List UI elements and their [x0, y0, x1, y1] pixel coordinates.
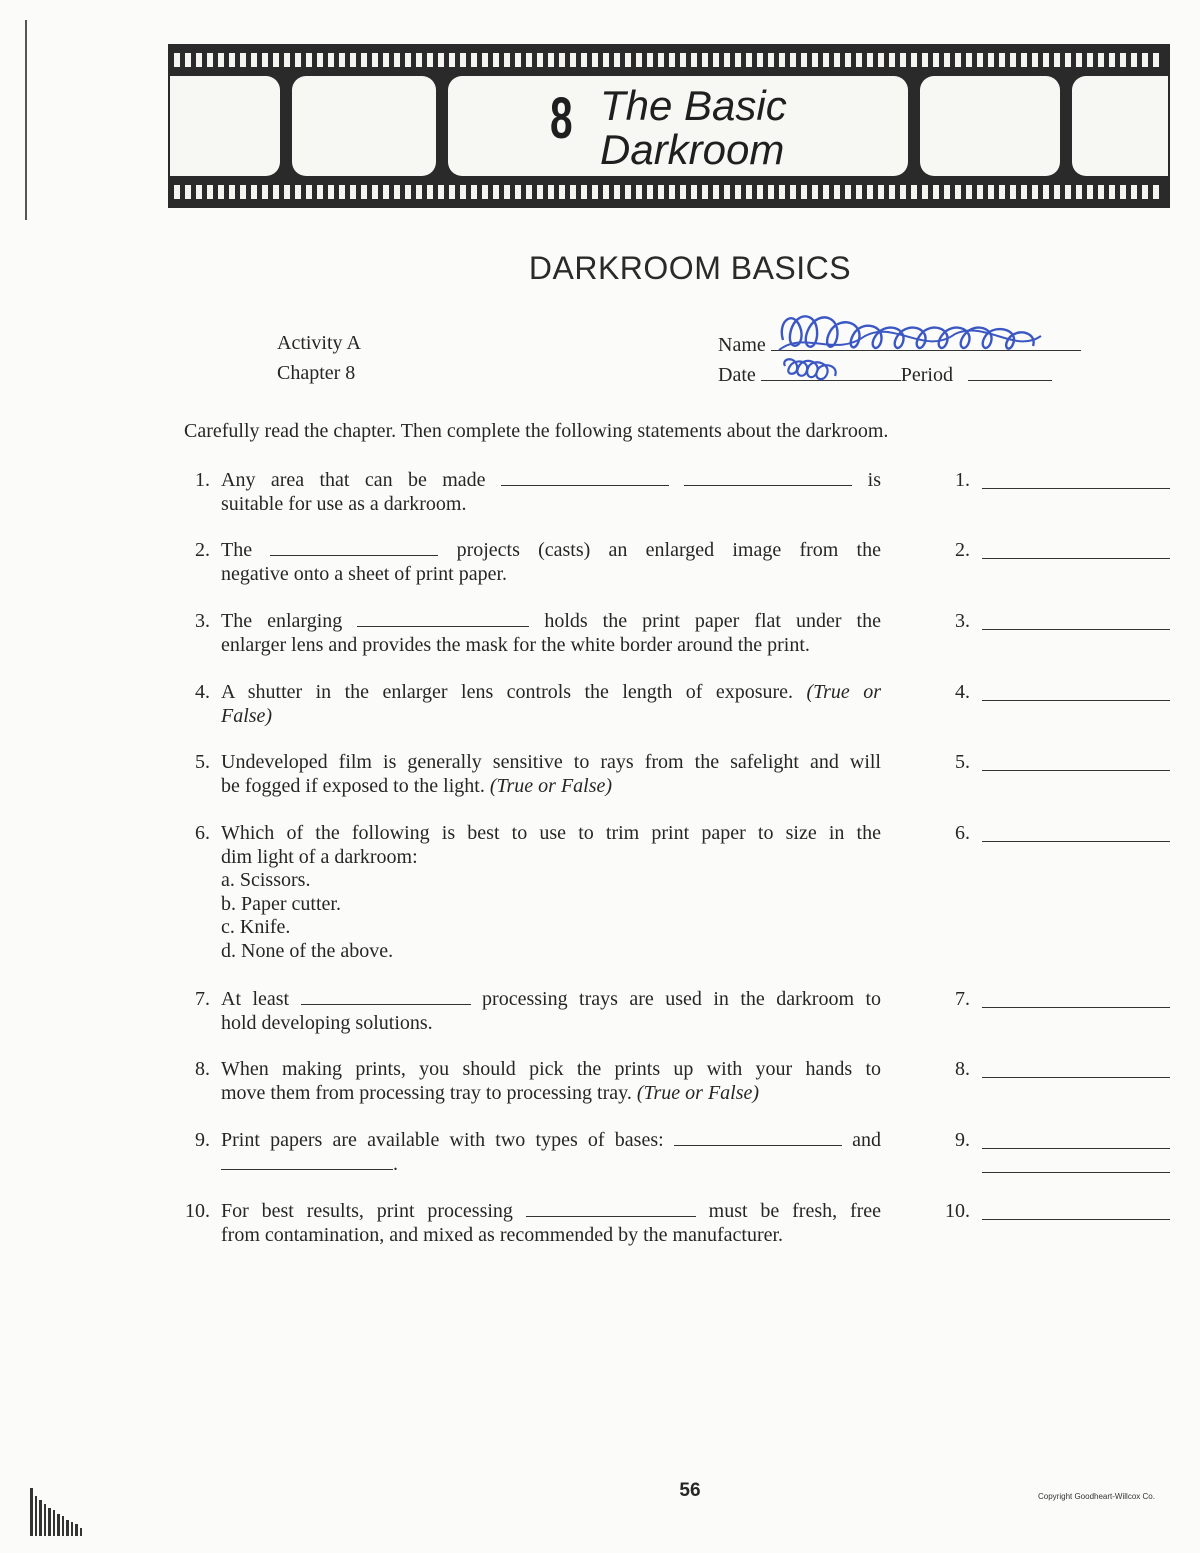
chapter-title-line2: Darkroom	[600, 126, 785, 173]
question-text-line: dim light of a darkroom:	[221, 845, 418, 868]
question-text-part: For best results, print processing	[221, 1200, 513, 1222]
question-text-part: and	[852, 1129, 882, 1151]
question-text-part: is	[867, 469, 881, 491]
question-text	[221, 988, 881, 1035]
question-number: 7.	[195, 988, 210, 1010]
question-number: 9.	[195, 1129, 210, 1151]
scan-edge-line	[25, 20, 27, 220]
question-text-part: Any area that can be made	[221, 469, 486, 491]
name-redaction-scribble	[775, 300, 1055, 390]
blank-field[interactable]	[270, 555, 438, 556]
answer-number: 2.	[955, 539, 970, 561]
answer-line[interactable]	[982, 1219, 1170, 1220]
film-frame	[292, 76, 436, 176]
answer-slot[interactable]	[930, 1129, 1170, 1153]
activity-label: Activity A	[277, 332, 361, 354]
page-number: 56	[679, 1480, 701, 1501]
chapter-number: 8	[550, 86, 573, 151]
true-false-hint: (True or False)	[636, 1081, 760, 1104]
question-text-line: enlarger lens and provides the mask for the white border around the print.	[221, 633, 810, 656]
blank-field[interactable]	[684, 485, 852, 486]
answer-slot[interactable]	[930, 751, 1170, 775]
question-text	[221, 751, 881, 798]
answer-slot[interactable]	[930, 988, 1170, 1012]
answer-number: 10.	[945, 1200, 970, 1222]
answer-number: 7.	[955, 988, 970, 1010]
question-text	[221, 469, 881, 516]
blank-field[interactable]	[221, 1169, 393, 1170]
question-number: 2.	[195, 539, 210, 561]
film-perforations-bottom	[174, 185, 1164, 199]
question-text-line: negative onto a sheet of print paper.	[221, 562, 508, 585]
option-b[interactable]: b. Paper cutter.	[221, 892, 341, 915]
question-number: 6.	[195, 822, 210, 844]
question-text-line: suitable for use as a darkroom.	[221, 492, 467, 515]
question-text	[221, 1058, 881, 1105]
answer-line[interactable]	[982, 770, 1170, 771]
question-number: 3.	[195, 610, 210, 632]
option-a[interactable]: a. Scissors.	[221, 869, 311, 891]
answer-slot[interactable]	[930, 469, 1170, 493]
question-text-part: The	[221, 539, 253, 561]
answer-slot[interactable]	[930, 539, 1170, 563]
answer-line[interactable]	[982, 1077, 1170, 1078]
chapter-label: Chapter 8	[277, 362, 356, 384]
question-text-part: A shutter in the enlarger lens controls the length of exposure.	[221, 681, 794, 703]
question-number: 4.	[195, 681, 210, 703]
question-text-part: Print papers are available with two types of bases:	[221, 1129, 664, 1151]
question-text-part: move them from processing tray to processing tray.	[221, 1081, 632, 1104]
answer-number: 8.	[955, 1058, 970, 1080]
answer-number: 1.	[955, 469, 970, 491]
answer-slot[interactable]	[930, 681, 1170, 705]
question-number: 10.	[185, 1200, 210, 1222]
activity-info	[277, 328, 361, 388]
answer-number: 3.	[955, 610, 970, 632]
answer-line[interactable]	[982, 1172, 1170, 1173]
answer-slot[interactable]	[930, 1200, 1170, 1224]
question-text-part: The enlarging	[221, 610, 343, 632]
answer-number: 4.	[955, 681, 970, 703]
true-false-hint: False)	[221, 704, 273, 727]
answer-number: 5.	[955, 751, 970, 773]
chapter-title	[600, 84, 900, 172]
question-text-part: must be fresh, free	[708, 1200, 882, 1222]
question-number: 5.	[195, 751, 210, 773]
answer-number: 6.	[955, 822, 970, 844]
answer-options	[221, 869, 881, 963]
blank-field[interactable]	[301, 1004, 471, 1005]
answer-line[interactable]	[982, 629, 1170, 630]
chapter-title-line1: The Basic	[600, 82, 787, 129]
blank-field[interactable]	[526, 1216, 696, 1217]
question-number: 8.	[195, 1058, 210, 1080]
period-label: Period	[900, 364, 953, 386]
film-frame	[1072, 76, 1168, 176]
question-text-line: Which of the following is best to use to trim print paper to size in the	[221, 822, 881, 844]
copyright-notice: Copyright Goodheart-Willcox Co.	[1038, 1492, 1155, 1501]
date-label: Date	[718, 364, 756, 386]
blank-field[interactable]	[674, 1145, 842, 1146]
true-false-hint: (True or False)	[489, 774, 613, 797]
question-text-part: At least	[221, 988, 290, 1010]
answer-line[interactable]	[982, 488, 1170, 489]
question-text	[221, 1129, 881, 1176]
option-d[interactable]: d. None of the above.	[221, 939, 394, 962]
question-text	[221, 610, 881, 657]
question-text	[221, 539, 881, 586]
question-text-part: processing trays are used in the darkroom to	[482, 988, 882, 1010]
answer-slot[interactable]	[930, 1058, 1170, 1082]
question-text-line: from contamination, and mixed as recommended by the manufacturer.	[221, 1223, 784, 1246]
film-perforations-top	[174, 53, 1164, 67]
question-text	[221, 822, 881, 963]
question-text-part: be fogged if exposed to the light.	[221, 774, 485, 797]
question-text-part: .	[393, 1152, 398, 1175]
answer-line[interactable]	[982, 1007, 1170, 1008]
answer-slot[interactable]	[930, 822, 1170, 846]
worksheet-title: DARKROOM BASICS	[528, 250, 852, 286]
question-number: 1.	[195, 469, 210, 491]
question-text-line: When making prints, you should pick the prints up with your hands to	[221, 1058, 881, 1080]
question-text-part: projects (casts) an enlarged image from the	[456, 539, 881, 561]
true-false-hint: (True or	[806, 681, 882, 703]
answer-line[interactable]	[982, 841, 1170, 842]
film-frame	[170, 76, 280, 176]
blank-field[interactable]	[357, 626, 529, 627]
answer-line[interactable]	[982, 700, 1170, 701]
answer-line[interactable]	[982, 558, 1170, 559]
question-text-line: hold developing solutions.	[221, 1011, 433, 1034]
answer-line[interactable]	[982, 1148, 1170, 1149]
answer-number: 9.	[955, 1129, 970, 1151]
question-text-line: Undeveloped film is generally sensitive to rays from the safelight and will	[221, 751, 881, 773]
question-text	[221, 1200, 881, 1247]
film-frame	[920, 76, 1060, 176]
instructions: Carefully read the chapter. Then complete the following statements about the darkroom.	[184, 420, 889, 442]
scan-barcode-mark	[30, 1478, 90, 1536]
option-c[interactable]: c. Knife.	[221, 916, 291, 938]
blank-field[interactable]	[501, 485, 669, 486]
question-text-part: holds the print paper flat under the	[544, 610, 881, 632]
name-label: Name	[718, 334, 766, 356]
answer-slot[interactable]	[930, 610, 1170, 634]
question-text	[221, 681, 881, 728]
